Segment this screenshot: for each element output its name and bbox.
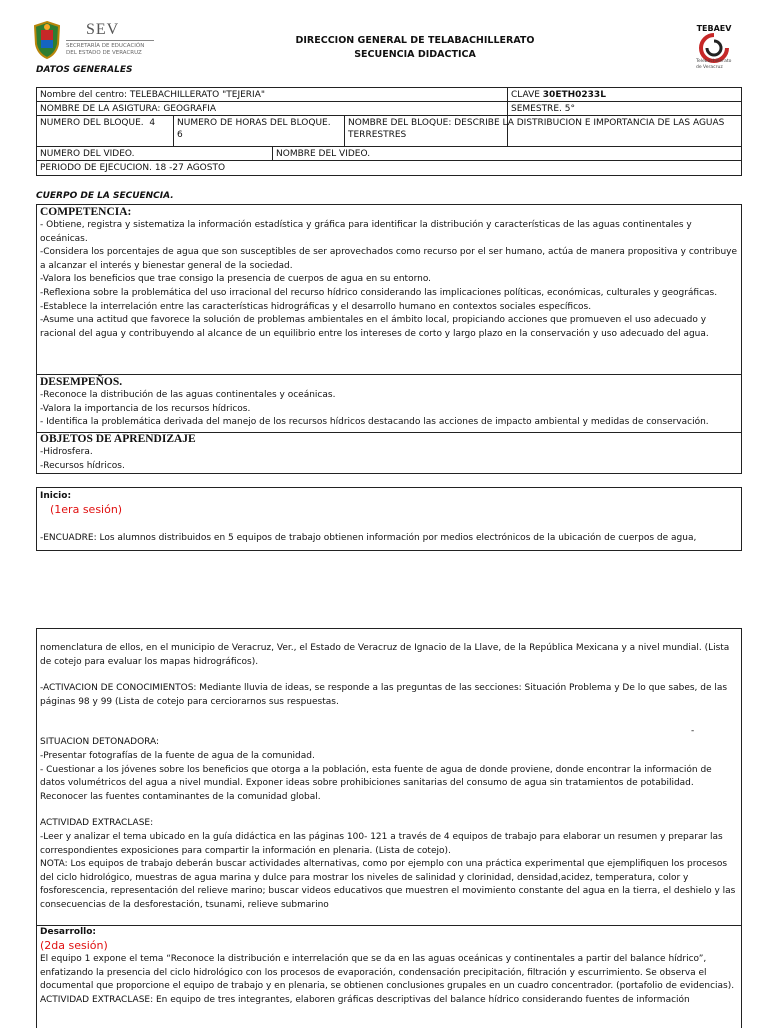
inicio-section <box>36 487 742 551</box>
desempeno-item-3: - Identifica la problemática derivada del manejo de los recursos hídricos destacando las acciones de impacto ambiental y medidas de conservación. <box>40 417 709 428</box>
desarrollo-session-label: (2da sesión) <box>40 939 108 952</box>
org-divider <box>66 40 154 41</box>
activacion-text: -ACTIVACION DE CONOCIMIENTOS: Mediante lluvia de ideas, se responde a las preguntas de las secciones: Situación Problema y De lo que sabes, de las páginas 98 y 99 (Lista de cotejo para cerciorarnos sus respuestas. <box>40 683 728 707</box>
nota-text: NOTA: Los equipos de trabajo deberán buscar actividades alternativas, como por ejemplo con una práctica experimental que ejemplifiquen los procesos del ciclo hidrológico, muestras de agua marina y dulce para mostrar los niveles de salinidad y clorinidad, densidad,acidez, temperatura, color y fosforescencia, representación del relieve marino; buscar videos educativos que muestren el movimiento constante del agua en la tierra, el deshielo y las consecuencias de la desforestación, tsunami, relieve submarino <box>40 859 736 910</box>
extraclase-text: -Leer y analizar el tema ubicado en la guía didáctica en las páginas 100- 121 a través de 4 equipos de trabajo para elaborar un resumen y preparar las correspondientes exposiciones para compartir la información en plenaria. (Lista de cotejo). <box>40 831 723 856</box>
objeto-item-2: -Recursos hídricos. <box>40 460 125 471</box>
doc-subtitle: SECUENCIA DIDACTICA <box>354 49 476 60</box>
situacion-title: SITUACION DETONADORA: <box>40 737 160 748</box>
encuadre-text: -ENCUADRE: Los alumnos distribuidos en 5 equipos de trabajo obtienen información por medios electrónicos de la ubicación de cuerpos de agua, <box>40 533 697 543</box>
org-line-1: SECRETARÍA DE EDUCACIÓN <box>66 43 145 49</box>
video-num-cell: NUMERO DEL VIDEO. <box>40 149 135 159</box>
situacion-item-1: -Presentar fotografías de la fuente de agua de la comunidad. <box>40 750 315 761</box>
periodo-cell: PERIODO DE EJECUCION. 18 -27 AGOSTO <box>40 163 226 173</box>
tebaev-logo <box>684 24 744 72</box>
bloque-num-label: NUMERO DEL BLOQUE. <box>40 118 144 128</box>
competencia-item-4: -Reflexiona sobre la problemática del uso irracional del recurso hídrico considerando las implicaciones políticas, económicas, culturales y geográficas. <box>40 287 718 298</box>
clave-label: CLAVE <box>511 90 543 100</box>
extraclase-2-text: ACTIVIDAD EXTRACLASE: En equipo de tres integrantes, elaboren gráficas descriptivas del balance hídrico considerando fuentes de información <box>40 994 690 1005</box>
desarrollo-heading: Desarrollo: <box>40 927 97 937</box>
general-data-table <box>36 87 742 176</box>
competencia-item-2: -Considera los porcentajes de agua que son susceptibles de ser aprovechados como recurso por el ser humano, actúa de manera propositiva y contribuye a alcanzar el interés y bienestar general de la sociedad. <box>40 247 738 271</box>
competencia-heading: COMPETENCIA: <box>40 206 132 218</box>
stray-dash: - <box>691 726 695 736</box>
cuerpo-title: CUERPO DE LA SECUENCIA. <box>36 191 174 201</box>
centro-cell: Nombre del centro: TELEBACHILLERATO "TEJERIA" <box>40 90 265 100</box>
inicio-heading: Inicio: <box>40 491 72 501</box>
state-seal-logo <box>32 20 62 60</box>
brand-name: TEBAEV <box>696 24 732 33</box>
secuencia-continuation <box>36 628 742 1028</box>
brand-sub-1: Telebachillerato <box>696 59 732 64</box>
bloque-nombre-cell: NOMBRE DEL BLOQUE: DESCRIBE LA DISTRIBUCION E IMPORTANCIA DE LAS AGUAS TERRESTRES <box>348 118 725 140</box>
objetos-heading: OBJETOS DE APRENDIZAJE <box>40 433 196 445</box>
situacion-item-2: - Cuestionar a los jóvenes sobre los beneficios que otorga a la población, esta fuente de agua de donde proviene, donde encontrar la información de datos volumétricos del agua a nivel mundial. Exponer ideas sobre prohibiciones sanitarias del consumo de agua sin tratamientos de potabilidad. Reconocer las fuentes contaminantes de la comunidad global. <box>40 764 712 802</box>
clave-cell <box>508 88 741 101</box>
desarrollo-text: El equipo 1 expone el tema “Reconoce la distribución e interrelación que se da en las aguas oceánicas y continentales a partir del balance hídrico”, enfatizando la presencia del ciclo hidrológico con los procesos de evaporación, condensación precipitación, filtración y escurrimiento. Se observa el documental que proporcione el equipo de trabajo y en plenaria, se obtienen conclusiones grupales en un cuadro concentrador. (portafolio de evidencias). <box>40 954 735 992</box>
horas-label: NUMERO DE HORAS DEL BLOQUE. <box>177 118 331 128</box>
competencia-item-5: -Establece la interrelación entre las características hidrográficas y el desarrollo humano en contextos sociales específicos. <box>40 301 592 312</box>
org-short-name: SEV <box>86 21 120 38</box>
objeto-item-1: -Hidrosfera. <box>40 447 93 457</box>
bloque-num-cell <box>37 116 173 146</box>
encuadre-continuation: nomenclatura de ellos, en el municipio de Veracruz, Ver., el Estado de Veracruz de Ignacio de la Llave, de la República Mexicana y a nivel mundial. (Lista de cotejo para evaluar los mapas hidrográficos). <box>40 643 730 667</box>
asignatura-cell: NOMBRE DE LA ASIGTURA: GEOGRAFIA <box>40 104 217 114</box>
extraclase-title: ACTIVIDAD EXTRACLASE: <box>40 818 154 829</box>
semestre-cell: SEMESTRE. 5° <box>511 104 575 114</box>
desempeno-item-1: -Reconoce la distribución de las aguas continentales y oceánicas. <box>40 390 336 400</box>
seal-icon <box>32 20 62 60</box>
desempenos-heading: DESEMPEÑOS. <box>40 376 123 388</box>
competencia-item-1: - Obtiene, registra y sistematiza la información estadística y gráfica para identificar la distribución y características de las aguas continentales y oceánicas. <box>40 220 692 244</box>
brand-sub-2: de Veracruz <box>696 65 723 70</box>
clave-value: 30ETH0233L <box>542 90 606 100</box>
bloque-num-value: 4 <box>149 118 156 128</box>
horas-cell <box>174 116 344 146</box>
competencia-item-3: -Valora los beneficios que trae consigo la presencia de cuerpos de agua en su entorno. <box>40 274 432 285</box>
inicio-session-label: (1era sesión) <box>50 503 123 516</box>
competencias-section <box>36 204 742 474</box>
doc-title: DIRECCION GENERAL DE TELABACHILLERATO <box>295 35 535 46</box>
org-line-2: DEL ESTADO DE VERACRUZ <box>66 50 142 56</box>
video-nombre-cell: NOMBRE DEL VIDEO. <box>276 149 371 159</box>
competencia-item-6: -Asume una actitud que favorece la solución de problemas ambientales en el ámbito local, propiciando acciones que promueven el uso adecuado y racional del agua y contribuyendo al alcance de un equilibrio entre los intereses de corto y largo plazo en la conservación y uso adecuado del agua. <box>40 315 709 339</box>
desempeno-item-2: -Valora la importancia de los recursos hídricos. <box>40 403 251 414</box>
horas-value: 6 <box>177 130 183 140</box>
datos-generales-title: DATOS GENERALES <box>36 65 133 75</box>
